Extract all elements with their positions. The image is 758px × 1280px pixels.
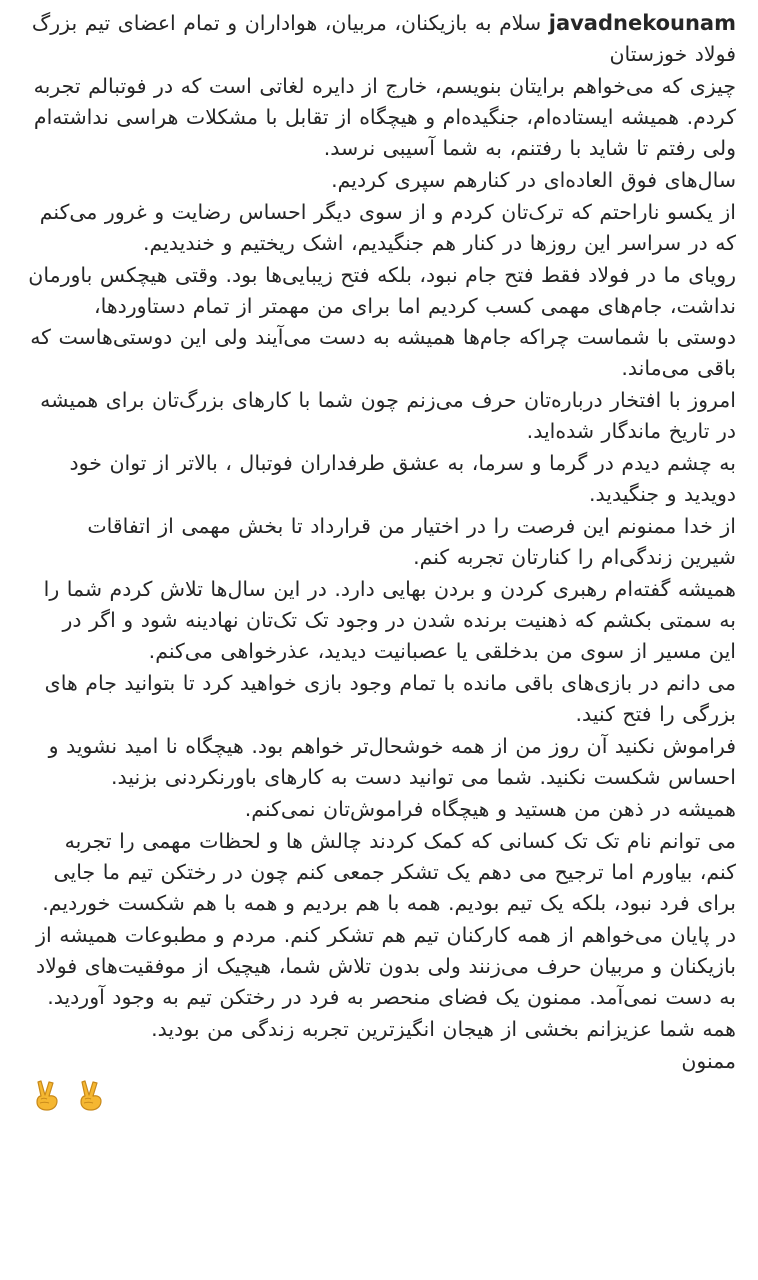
caption-paragraph: سال‌های فوق العاده‌ای در کنارهم سپری کردیم. [331, 168, 736, 192]
greeting-text: سلام به بازیکنان، مربیان، هواداران و تمام اعضای تیم بزرگ فولاد خوزستان [31, 11, 736, 66]
caption-paragraph: همه شما عزیزانم بخشی از هیجان انگیزترین تجربه زندگی من بودید. [151, 1017, 736, 1041]
caption-paragraph: همیشه گفته‌ام رهبری کردن و بردن بهایی دارد. در این سال‌ها تلاش کردم شما را به سمتی بکشم که ذهنیت برنده شدن در وجود تک تک‌تان نهادینه شود و اگر در این مسیر از سوی من بدخلقی یا عصبانیت دیدید، عذرخواهی می‌کنم. [43, 577, 736, 663]
caption-paragraph: فراموش نکنید آن روز من از همه خوشحال‌تر خواهم بود. هیچگاه نا امید نشوید و احساس شکست نکنید. شما می توانید دست به کارهای باورنکردنی بزنید. [48, 734, 736, 789]
caption-paragraph: می توانم نام تک تک کسانی که کمک کردند چالش ها و لحظات مهمی را تجربه کنم، بیاورم اما ترجیح می دهم یک تشکر جمعی کنم چون در رختکن تیم ما جایی برای فرد نبود، بلکه یک تیم بودیم. همه با هم بردیم و همه با هم شکست خوردیم. [42, 829, 736, 915]
victory-hand-icon [32, 1079, 62, 1111]
caption-paragraph: در پایان می‌خواهم از همه کارکنان تیم هم تشکر کنم. مردم و مطبوعات همیشه از بازیکنان و مربیان حرف می‌زنند ولی بدون تلاش شما، هیچیک از موفقیت‌های فولاد به دست نمی‌آمد. ممنون یک فضای منحصر به فرد در رختکن تیم به وجود آوردید. [35, 923, 736, 1009]
caption-paragraph: همیشه در ذهن من هستید و هیچگاه فراموش‌تان نمی‌کنم. [244, 797, 736, 821]
caption-paragraph: امروز با افتخار درباره‌تان حرف می‌زنم چون شما با کارهای بزرگ‌تان برای همیشه در تاریخ ماندگار شده‌اید. [40, 388, 736, 443]
caption-greeting [28, 8, 736, 70]
caption-paragraph: چیزی که می‌خواهم برایتان بنویسم، خارج از دایره لغاتی است که در فوتبالم تجربه کردم. همیشه ایستاده‌ام، جنگیده‌ام و هیچگاه از تقابل با مشکلات هراسی نداشته‌ام ولی رفتم تا شاید با رفتنم، به شما آسیبی نرسد. [33, 74, 736, 160]
caption-paragraph: از خدا ممنونم این فرصت را در اختیار من قرارداد تا بخش مهمی از اتفاقات شیرین زندگی‌ام را کنارتان تجربه کنم. [87, 514, 736, 569]
caption-paragraph: رویای ما در فولاد فقط فتح جام نبود، بلکه فتح زیبایی‌ها بود. وقتی هیچکس باورمان نداشت، جام‌های مهمی کسب کردیم اما برای من مهمتر از تمام دستاوردها، دوستی با شماست چراکه جام‌ها همیشه به دست می‌آیند ولی این دوستی‌هاست که باقی می‌ماند. [28, 263, 736, 380]
caption-signoff: ممنون [681, 1049, 736, 1073]
author-username[interactable]: javadnekounam [548, 11, 736, 35]
caption-paragraph: می دانم در بازی‌های باقی مانده با تمام وجود بازی خواهید کرد تا بتوانید جام های بزرگی را فتح کنید. [44, 671, 736, 726]
caption-paragraph: از یکسو ناراحتم که ترک‌تان کردم و از سوی دیگر احساس رضایت و غرور می‌کنم که در سراسر این روزها در کنار هم جنگیدیم، اشک ریختیم و خندیدیم. [39, 200, 736, 255]
caption-paragraph: به چشم دیدم در گرما و سرما، به عشق طرفداران فوتبال ، بالاتر از توان خود دویدید و جنگیدید. [69, 451, 736, 506]
closing-emoji-row [28, 1079, 736, 1111]
victory-hand-icon [76, 1079, 106, 1111]
